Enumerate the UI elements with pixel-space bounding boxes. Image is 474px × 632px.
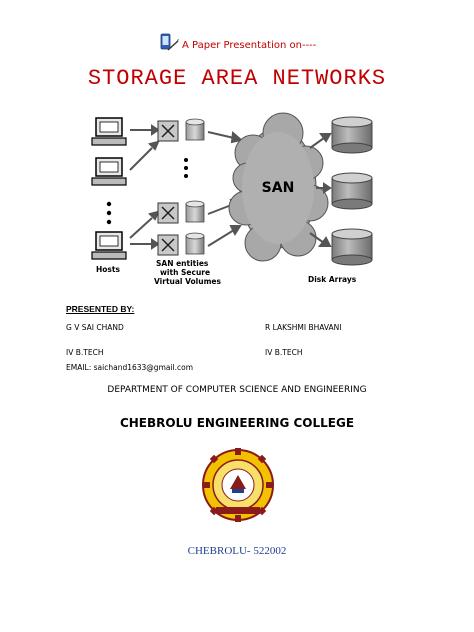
page-title: STORAGE AREA NETWORKS — [87, 66, 387, 91]
san-diagram — [88, 108, 378, 288]
host-computer-icon — [92, 118, 126, 145]
san-switch-icon — [158, 203, 178, 223]
san-entities-label-line1: SAN entities — [156, 259, 209, 268]
presented-by-heading: PRESENTED BY: — [66, 304, 135, 314]
virtual-volume-icon — [186, 119, 204, 140]
virtual-volume-icon — [186, 201, 204, 222]
san-cloud-label: SAN — [261, 180, 295, 196]
disk-array-icon — [332, 117, 372, 153]
disk-array-icon — [332, 173, 372, 209]
tagline: A Paper Presentation on---- — [182, 40, 317, 51]
presenter1-name: G V SAI CHAND — [66, 323, 124, 332]
disk-array-icon — [332, 229, 372, 265]
college-name: CHEBROLU ENGINEERING COLLEGE — [119, 416, 355, 430]
disk-arrays-label: Disk Arrays — [308, 275, 357, 284]
san-entities-label-line3: Virtual Volumes — [154, 277, 221, 286]
host-computer-icon — [92, 158, 126, 185]
presenter2-year: IV B.TECH — [265, 348, 303, 357]
phone-pen-icon — [158, 33, 180, 53]
presenter1-email: EMAIL: saichand1633@gmail.com — [66, 363, 194, 372]
college-location: CHEBROLU- 522002 — [187, 545, 287, 557]
hosts-label: Hosts — [96, 265, 120, 274]
host-computer-icon — [92, 232, 126, 259]
san-entities-label-line2: with Secure — [160, 268, 211, 277]
presenter2-name: R LAKSHMI BHAVANI — [265, 323, 342, 332]
virtual-volume-icon — [186, 233, 204, 254]
ellipsis-dots-icon — [184, 158, 188, 178]
department-name: DEPARTMENT OF COMPUTER SCIENCE AND ENGINEERING — [107, 385, 367, 395]
san-switch-icon — [158, 121, 178, 141]
san-switch-icon — [158, 235, 178, 255]
presenter1-year: IV B.TECH — [66, 348, 104, 357]
ellipsis-dots-icon — [107, 202, 111, 224]
college-emblem-logo — [202, 445, 274, 525]
